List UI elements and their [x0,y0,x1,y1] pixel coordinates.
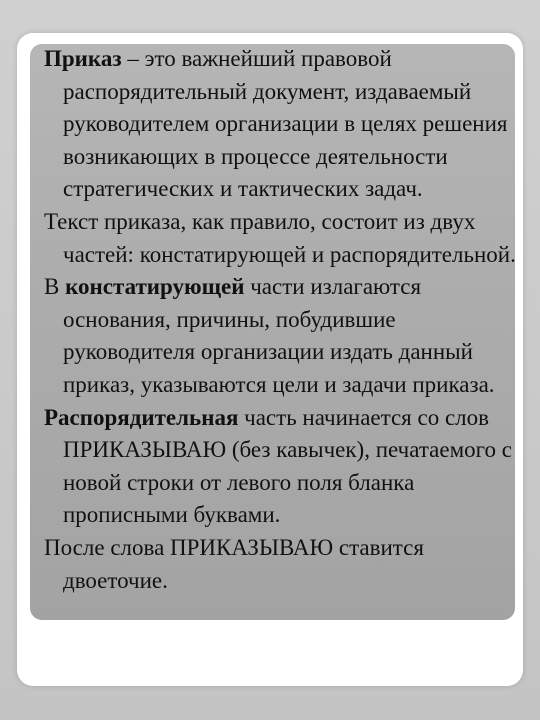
paragraph-colon-rule [44,532,520,597]
term-order-part: Распорядительная [44,404,239,430]
paragraph-structure [44,206,520,271]
paragraph-definition [44,43,520,206]
definition-text: – это важнейший правовой распорядительный документ, издаваемый руководителем организации в целях решения возникающих в процессе деятельности стратегических и тактических задач. [63,46,508,202]
term-statement-part: констатирующей [65,274,245,300]
paragraph-order-part [44,402,520,532]
order-part-text: часть начинается со слов ПРИКАЗЫВАЮ (без кавычек), печатаемого с новой строки от левого поля бланка прописными буквами. [63,404,512,528]
term-prikaz: Приказ [44,46,122,71]
document-text [44,43,520,597]
structure-text: Текст приказа, как правило, состоит из двух частей: констатирующей и распорядительной. [44,208,516,267]
statement-text: части излагаются основания, причины, побудившие руководителя организации издать данный приказ, указываются цели и задачи приказа. [63,274,495,397]
statement-lead-text: В [44,274,66,300]
paragraph-statement-part [44,271,520,401]
colon-rule-text: После слова ПРИКАЗЫВАЮ ставится двоеточие. [44,534,424,593]
